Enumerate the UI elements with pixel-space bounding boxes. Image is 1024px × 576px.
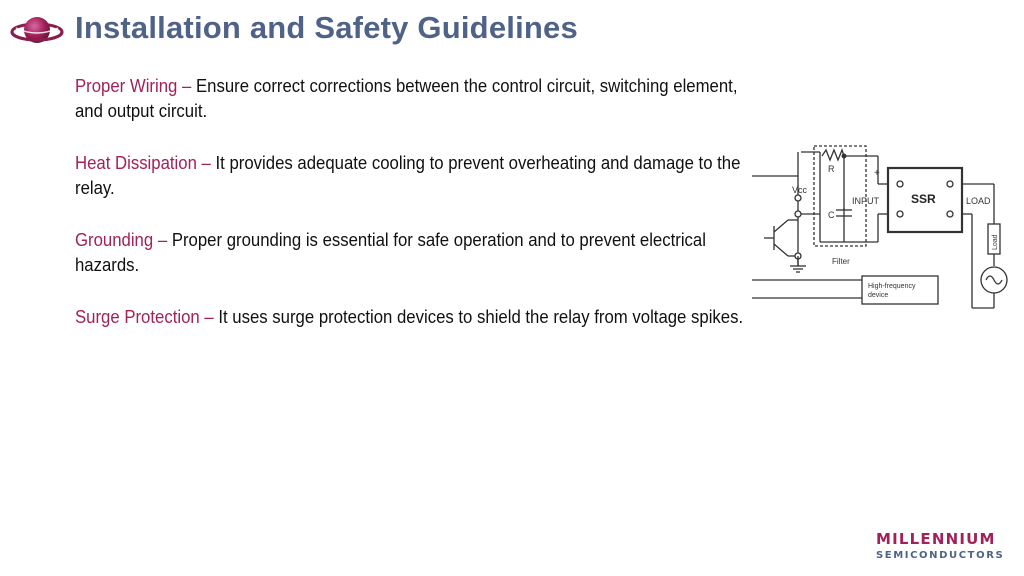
bullet-heading: Proper Wiring (75, 76, 178, 96)
bullet-text: Ensure correct corrections between the control circuit, switching element, and output circuit. (75, 76, 738, 121)
bullet-dash: – (201, 153, 211, 173)
plus-label: + (874, 168, 880, 179)
capacitor-label: C (828, 210, 835, 220)
planet-logo-icon (10, 12, 64, 50)
bullet-dash: – (181, 76, 192, 96)
ssr-wiring-diagram (752, 138, 1020, 310)
list-item (75, 228, 763, 278)
bullet-heading: Grounding (75, 230, 154, 250)
vcc-label: Vcc (792, 185, 808, 195)
load-box-label: Load (992, 234, 999, 250)
list-item (75, 74, 763, 124)
input-label: INPUT (852, 196, 879, 206)
brand-name: MILLENNIUM (876, 530, 996, 548)
load-label: LOAD (966, 196, 991, 206)
bullet-text: It provides adequate cooling to prevent overheating and damage to the relay. (75, 153, 741, 198)
bullet-heading: Surge Protection (75, 307, 200, 327)
hf-device-line2: device (868, 292, 889, 299)
bullet-dash: – (204, 307, 214, 327)
guideline-list (75, 74, 775, 357)
page-title: Installation and Safety Guidelines (75, 10, 578, 45)
brand-logo (874, 530, 1014, 570)
list-item (75, 151, 763, 201)
list-item (75, 305, 763, 330)
bullet-text: Proper grounding is essential for safe operation and to prevent electrical hazards. (75, 230, 706, 275)
bullet-text: It uses surge protection devices to shield the relay from voltage spikes. (218, 307, 744, 327)
filter-label: Filter (832, 257, 850, 266)
resistor-label: R (828, 164, 835, 174)
bullet-heading: Heat Dissipation (75, 153, 197, 173)
brand-subtitle: SEMICONDUCTORS (876, 550, 1005, 561)
bullet-dash: – (157, 230, 168, 250)
hf-device-line1: High-frequency (868, 283, 916, 290)
ssr-label: SSR (911, 192, 936, 206)
